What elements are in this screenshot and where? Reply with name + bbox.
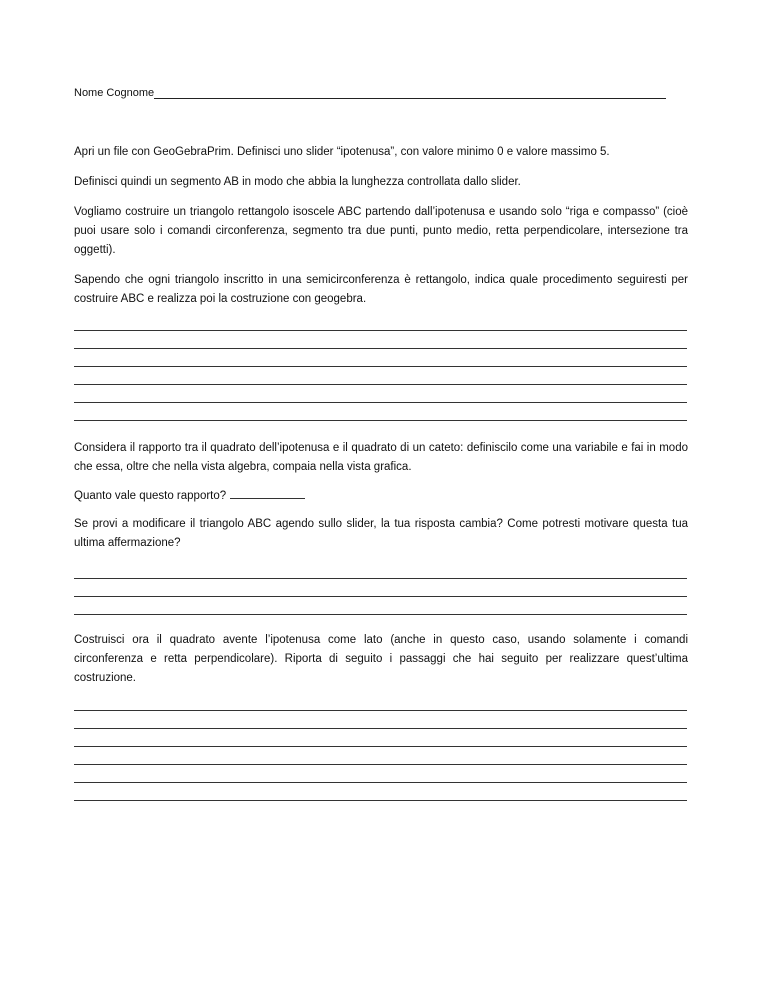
instruction-open-file: Apri un file con GeoGebraPrim. Definisci uno slider “ipotenusa”, con valore minimo 0 e valore massimo 5. <box>74 146 610 158</box>
ratio-question-text: Quanto vale questo rapporto? <box>74 490 227 502</box>
instruction-define-segment: Definisci quindi un segmento AB in modo che abbia la lunghezza controllata dallo slider. <box>74 176 521 188</box>
answer-line[interactable] <box>74 728 687 729</box>
answer-line[interactable] <box>74 366 687 367</box>
answer-line[interactable] <box>74 402 687 403</box>
ratio-answer-blank[interactable] <box>230 487 305 499</box>
answer-line[interactable] <box>74 578 687 579</box>
answer-line[interactable] <box>74 800 687 801</box>
instruction-build-triangle: Vogliamo costruire un triangolo rettangolo isoscele ABC partendo dall’ipotenusa e usando solo “riga e compasso” (cioè puoi usare solo i comandi circonferenza, segmento tra due punti, punto medio, retta perpendicolare, intersezione tra oggetti). <box>74 206 688 256</box>
name-surname-label: Nome Cognome <box>74 87 155 99</box>
instruction-build-square: Costruisci ora il quadrato avente l’ipotenusa come lato (anche in questo caso, usando solamente i comandi circonferenza e retta perpendicolare). Riporta di seguito i passaggi che hai seguito per realizzare quest’ultima costruzione. <box>74 634 688 684</box>
answer-line[interactable] <box>74 348 687 349</box>
question-procedure: Sapendo che ogni triangolo inscritto in una semicirconferenza è rettangolo, indica quale procedimento seguiresti per costruire ABC e realizza poi la costruzione con geogebra. <box>74 274 688 305</box>
instruction-ratio-variable: Considera il rapporto tra il quadrato dell’ipotenusa e il quadrato di un cateto: definiscilo come una variabile e fai in modo che essa, oltre che nella vista algebra, compaia nella vista grafica. <box>74 442 688 473</box>
answer-line[interactable] <box>74 764 687 765</box>
question-ratio-value <box>74 487 688 506</box>
answer-line[interactable] <box>74 330 687 331</box>
name-surname-field[interactable] <box>74 87 666 99</box>
answer-line[interactable] <box>74 596 687 597</box>
answer-line[interactable] <box>74 746 687 747</box>
answer-line[interactable] <box>74 614 687 615</box>
answer-line[interactable] <box>74 710 687 711</box>
question-slider-change: Se provi a modificare il triangolo ABC agendo sullo slider, la tua risposta cambia? Come potresti motivare questa tua ultima affermazione? <box>74 518 688 549</box>
answer-line[interactable] <box>74 782 687 783</box>
answer-line[interactable] <box>74 384 687 385</box>
answer-line[interactable] <box>74 420 687 421</box>
